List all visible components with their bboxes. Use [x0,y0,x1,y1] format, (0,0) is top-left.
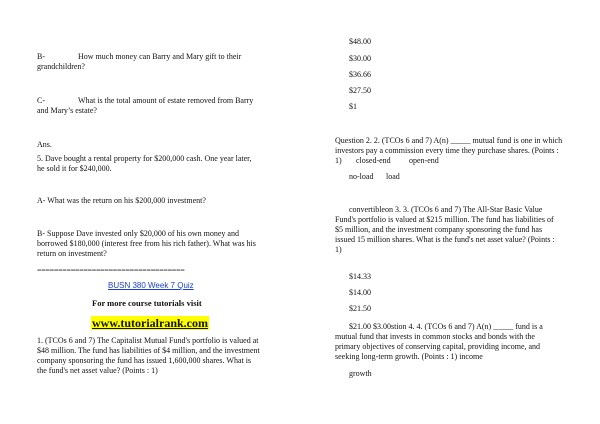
question-c-text: What is the total amount of estate removed from Barry [78,96,254,105]
quiz-link[interactable]: BUSN 380 Week 7 Quiz [108,281,194,290]
question-c-text-cont: and Mary’s estate? [37,106,97,115]
question-3-text-cont: Fund's portfolio is valued at $215 million. The fund has liabilities of [335,215,554,224]
question-3-points: 1) [335,245,342,254]
question-5a-text: A- What was the return on his $200,000 investment? [37,196,206,205]
question-5b-text-cont2: return on investment? [37,249,107,258]
q1-option-d: $27.50 [349,86,371,95]
question-3-text: convertibleon 3. 3. (TCOs 6 and 7) The All-Star Basic Value [349,205,543,214]
q1-option-e: $1 [349,102,357,111]
question-4-text: $21.00 $3.00stion 4. 4. (TCOs 6 and 7) A(n) _____ fund is a [349,322,543,331]
q2-option-no-load: no-load [349,172,374,181]
q3-option-a: $14.33 [349,272,371,281]
question-1-text: 1. (TCOs 6 and 7) The Capitalist Mutual Fund's portfolio is valued at [37,336,259,345]
question-3-text-cont3: issued 15 million shares. What is the fund's net asset value? (Points : [335,235,555,244]
q2-option-load: load [386,172,400,181]
question-c-label: C- [37,96,45,105]
question-1-text-cont2: company sponsoring the fund has issued 1,600,000 shares. What is [37,356,252,365]
q3-option-c: $21.50 [349,304,371,313]
question-5-text: 5. Dave bought a rental property for $200,000 cash. One year later, [37,154,252,163]
answer-label: Ans. [37,140,52,149]
question-b-text-cont: grandchildren? [37,62,85,71]
q4-option-growth: growth [349,369,372,378]
site-link-wrapper[interactable] [91,316,209,330]
q3-option-b: $14.00 [349,288,371,297]
question-2-text-cont: investors pay a commission every time they purchase shares. (Points : [335,146,559,155]
question-b-label: B- [37,52,45,61]
q2-option-closed-end: closed-end [356,156,391,165]
q1-option-c: $36.66 [349,70,371,79]
more-tutorials-heading: For more course tutorials visit [92,298,202,308]
separator-line: =================================== [37,266,185,275]
question-1-text-cont: $48 million. The fund has liabilities of $4 million, and the investment [37,346,260,355]
site-link[interactable]: www.tutorialrank.com [92,316,208,330]
question-2-text: Question 2. 2. (TCOs 6 and 7) A(n) _____ mutual fund is one in which [335,136,563,145]
question-5b-text: B- Suppose Dave invested only $20,000 of his own money and [37,229,239,238]
question-4-text-cont: mutual fund that invests in common stocks and bonds with the [335,332,535,341]
question-5b-text-cont: borrowed $180,000 (interest free from his rich father). What was his [37,239,256,248]
question-3-text-cont2: $5 million, and the investment company sponsoring the fund has [335,225,543,234]
question-2-points: 1) [335,156,342,165]
q1-option-a: $48.00 [349,37,371,46]
question-b-text: How much money can Barry and Mary gift to their [78,52,242,61]
question-4-text-cont3: seeking long-term growth. (Points : 1) income [335,352,483,361]
question-5-text-cont: he sold it for $240,000. [37,164,112,173]
question-4-text-cont2: primary objectives of conserving capital, providing income, and [335,342,541,351]
q2-option-open-end: open-end [409,156,439,165]
question-1-text-cont3: the fund's net asset value? (Points : 1) [37,366,158,375]
q1-option-b: $30.00 [349,54,371,63]
